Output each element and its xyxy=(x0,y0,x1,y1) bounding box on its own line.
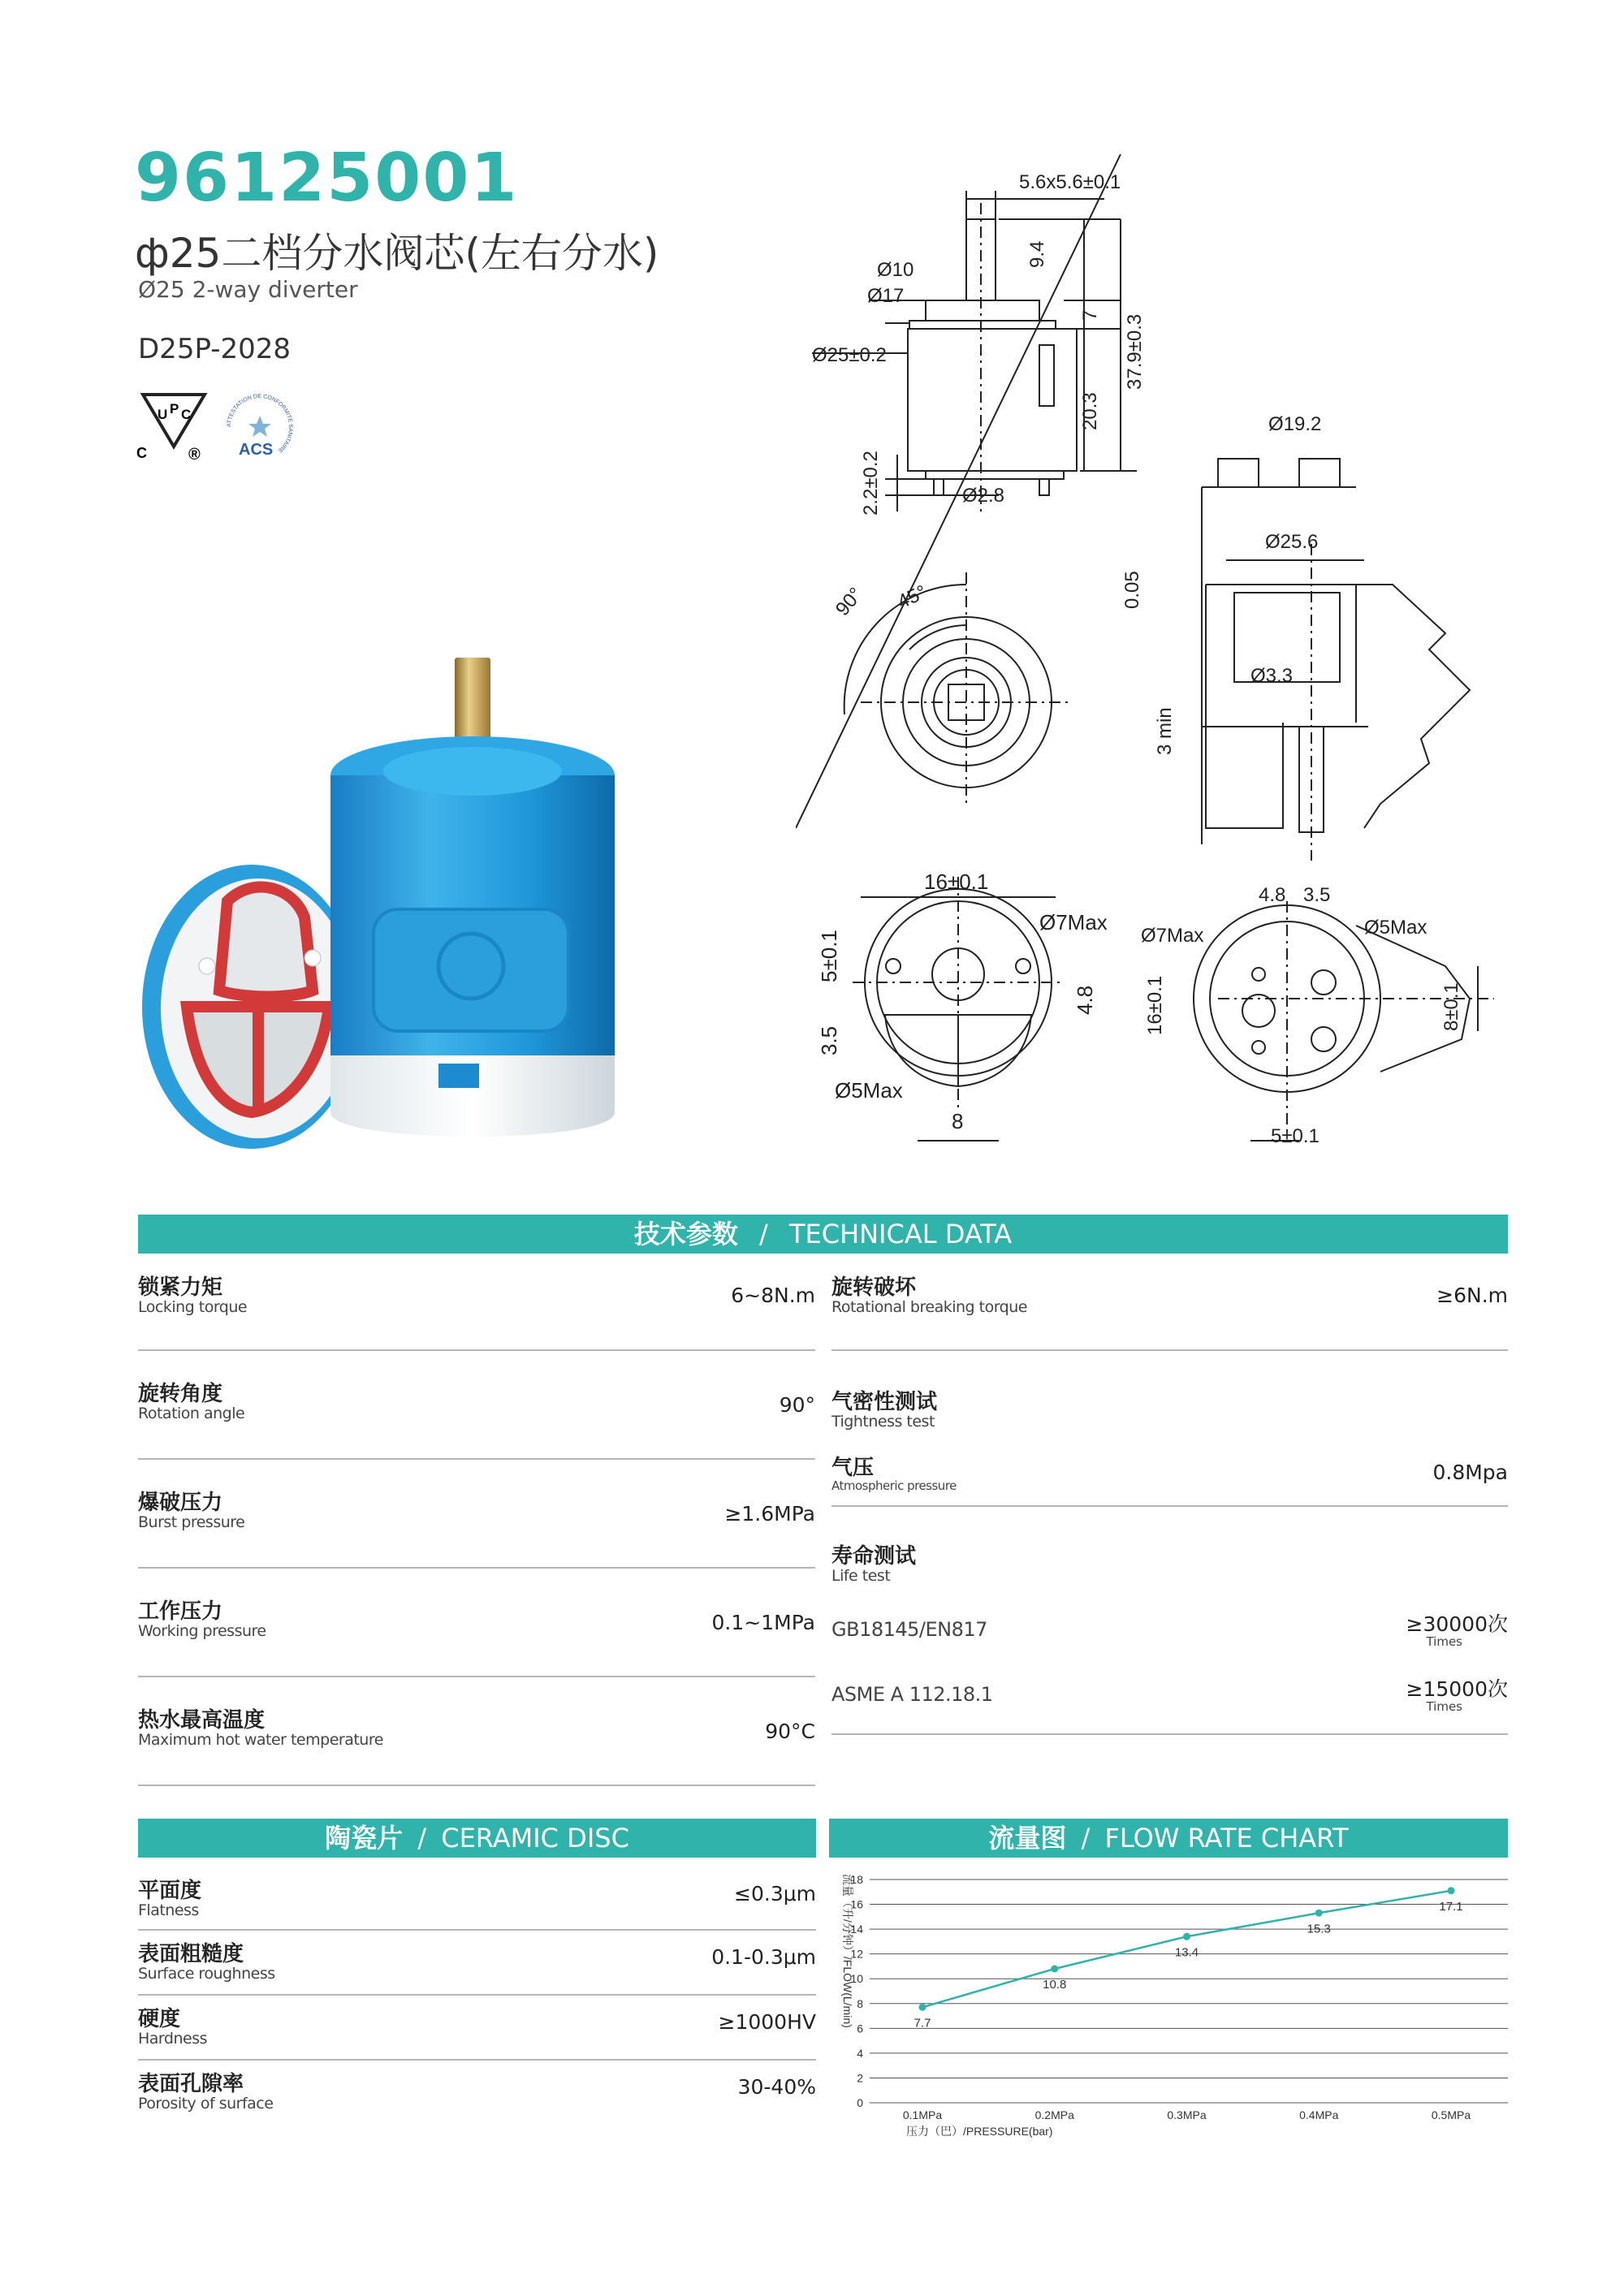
chart-y-tick: 0 xyxy=(857,2096,863,2109)
chart-data-point xyxy=(1448,1887,1455,1894)
top-view xyxy=(844,572,1072,804)
param-row xyxy=(831,1642,1508,1735)
chart-data-label: 17.1 xyxy=(1439,1899,1463,1914)
param-label-en: Flatness xyxy=(138,1901,199,1919)
chart-x-tick: 0.3MPa xyxy=(1167,2108,1207,2121)
technical-heading-en: TECHNICAL DATA xyxy=(788,1219,1013,1249)
technical-data-header xyxy=(138,1215,1508,1254)
chart-data-label: 15.3 xyxy=(1307,1922,1331,1936)
upc-c-mark: C xyxy=(136,445,147,461)
param-row xyxy=(831,1271,1508,1351)
param-value: 0.1~1MPa xyxy=(711,1611,815,1634)
chart-y-tick: 6 xyxy=(857,2022,863,2035)
product-title-cn: ф25二档分水阀芯(左右分水) xyxy=(135,230,659,277)
param-row xyxy=(138,1867,816,1931)
param-value: ≤0.3μm xyxy=(734,1882,816,1905)
dim-9-4: 9.4 xyxy=(1026,240,1048,268)
dim-d5max-left: Ø5Max xyxy=(835,1078,903,1103)
dim-4-8-right: 4.8 xyxy=(1259,884,1286,906)
param-value: 30-40% xyxy=(737,2075,816,2099)
dim-3-5-left: 3.5 xyxy=(817,1025,841,1055)
product-code: D25P-2028 xyxy=(138,333,291,365)
dim-d3-3: Ø3.3 xyxy=(1250,665,1294,687)
param-row xyxy=(138,1271,815,1351)
param-value: ≥1000HV xyxy=(718,2010,816,2034)
param-row xyxy=(831,1351,1508,1431)
ceramic-heading-cn: 陶瓷片 xyxy=(325,1823,404,1854)
param-label-en: Burst pressure xyxy=(138,1513,245,1531)
dim-stem: 5.6x5.6±0.1 xyxy=(1019,171,1121,193)
param-label-cn: 表面粗糙度 xyxy=(138,1942,244,1966)
dim-5-right: 5±0.1 xyxy=(1271,1125,1320,1147)
upc-logo xyxy=(136,388,211,463)
chart-y-tick: 16 xyxy=(850,1897,863,1911)
acs-label: ACS xyxy=(239,441,274,459)
test-standard-value: ≥15000次 xyxy=(1406,1677,1508,1701)
flow-rate-chart xyxy=(829,1867,1508,2143)
param-row xyxy=(138,1569,815,1677)
test-standard-unit: Times xyxy=(1426,1699,1462,1714)
technical-drawing xyxy=(796,154,1608,1169)
test-standard-label: GB18145/EN817 xyxy=(831,1618,987,1641)
chart-y-axis-label: 流量（升/分钟）/FLOW(L/min) xyxy=(841,1874,854,2028)
param-label-cn: 工作压力 xyxy=(138,1599,223,1624)
chart-y-tick: 12 xyxy=(850,1947,863,1961)
param-label-cn: 气密性测试 xyxy=(831,1390,938,1414)
chart-x-tick: 0.5MPa xyxy=(1431,2108,1471,2121)
test-standard-label: ASME A 112.18.1 xyxy=(831,1683,993,1706)
model-number: 96125001 xyxy=(135,140,519,217)
param-label-cn: 热水最高温度 xyxy=(138,1708,266,1733)
dim-5-left: 5±0.1 xyxy=(817,930,841,982)
param-label-en: Locking torque xyxy=(138,1298,248,1316)
technical-heading-sep: / xyxy=(759,1219,768,1249)
ceramic-disc-header xyxy=(138,1819,816,1858)
chart-x-tick: 0.4MPa xyxy=(1299,2108,1339,2121)
chart-data-point xyxy=(1183,1933,1190,1940)
param-label-en: Surface roughness xyxy=(138,1965,275,1983)
param-label-en: Life test xyxy=(831,1567,891,1585)
product-photo xyxy=(130,633,780,1153)
param-label-cn: 气压 xyxy=(831,1456,875,1480)
param-label-en: Tightness test xyxy=(831,1413,935,1431)
param-row xyxy=(831,1507,1508,1585)
dim-16-left: 16±0.1 xyxy=(924,870,989,894)
param-label-en: Maximum hot water temperature xyxy=(138,1731,383,1749)
param-label-en: Porosity of surface xyxy=(138,2095,274,2113)
dim-3min: 3 min xyxy=(1154,707,1176,755)
param-row xyxy=(138,1677,815,1786)
chart-y-tick: 4 xyxy=(857,2046,863,2060)
param-value: 6~8N.m xyxy=(731,1284,815,1307)
chart-y-tick: 18 xyxy=(850,1873,863,1886)
upc-letter-u: U xyxy=(158,407,168,422)
technical-heading-cn: 技术参数 xyxy=(633,1219,738,1249)
param-row xyxy=(138,1931,816,1996)
param-label-en: Hardness xyxy=(138,2030,207,2048)
param-row xyxy=(138,1996,816,2061)
dim-3-5-right: 3.5 xyxy=(1303,884,1331,906)
chart-x-tick: 0.2MPa xyxy=(1034,2108,1074,2121)
param-row xyxy=(138,1460,815,1569)
param-value: 0.8Mpa xyxy=(1432,1461,1508,1484)
param-value: 0.1-0.3μm xyxy=(711,1945,816,1969)
chart-x-axis-label: 压力（巴）/PRESSURE(bar) xyxy=(906,2125,1053,2138)
dim-d19-2: Ø19.2 xyxy=(1268,413,1322,435)
dim-2-2: 2.2±0.2 xyxy=(860,451,882,516)
chart-data-point xyxy=(1051,1966,1058,1973)
param-label-cn: 硬度 xyxy=(138,2007,181,2031)
flow-chart-header xyxy=(829,1819,1508,1858)
upc-registered-mark: ® xyxy=(188,446,201,463)
param-value: ≥6N.m xyxy=(1436,1284,1508,1307)
chart-data-point xyxy=(1315,1910,1323,1917)
chart-data-point xyxy=(919,2004,926,2011)
dim-d7max-right: Ø7Max xyxy=(1141,925,1204,947)
chart-y-tick: 14 xyxy=(850,1923,863,1936)
param-label-cn: 寿命测试 xyxy=(831,1544,917,1569)
param-label-cn: 锁紧力矩 xyxy=(138,1275,223,1300)
chart-data-label: 10.8 xyxy=(1043,1978,1067,1992)
chart-y-tick: 2 xyxy=(857,2071,863,2085)
dim-7: 7 xyxy=(1079,309,1101,321)
upc-letter-p: P xyxy=(170,401,179,416)
dim-d25: Ø25±0.2 xyxy=(812,344,887,366)
dim-8-left: 8 xyxy=(952,1109,964,1133)
param-label-cn: 表面孔隙率 xyxy=(138,2072,244,2096)
dim-d25-6: Ø25.6 xyxy=(1265,531,1319,553)
param-value: ≥1.6MPa xyxy=(724,1502,815,1526)
param-label-en: Atmospheric pressure xyxy=(831,1478,957,1493)
ceramic-list xyxy=(138,1867,816,2124)
param-label-en: Rotational breaking torque xyxy=(831,1298,1027,1316)
dim-4-8-left: 4.8 xyxy=(1073,985,1097,1015)
param-row xyxy=(138,1351,815,1460)
dim-d7max-left: Ø7Max xyxy=(1039,910,1108,934)
flow-heading-en: FLOW RATE CHART xyxy=(1104,1823,1349,1854)
dim-flatness-0-05: 0.05 xyxy=(1121,571,1143,609)
chart-y-tick: 10 xyxy=(850,1972,863,1986)
dim-90-deg: 90° xyxy=(831,583,867,620)
product-title-en: Ø25 2-way diverter xyxy=(138,276,358,303)
dim-20-3: 20.3 xyxy=(1079,392,1101,430)
param-row xyxy=(831,1576,1508,1649)
param-row xyxy=(831,1420,1508,1507)
ceramic-heading-en: CERAMIC DISC xyxy=(441,1823,629,1854)
dim-45-deg: 45° xyxy=(894,580,931,614)
param-label-en: Rotation angle xyxy=(138,1405,245,1422)
dim-d10: Ø10 xyxy=(877,259,914,281)
dim-d5max-right: Ø5Max xyxy=(1364,917,1427,939)
acs-logo xyxy=(221,388,299,466)
chart-data-label: 13.4 xyxy=(1174,1945,1199,1960)
dim-8-right: 8±0.1 xyxy=(1440,982,1462,1031)
chart-x-tick: 0.1MPa xyxy=(902,2108,943,2121)
param-value: 90° xyxy=(779,1393,815,1417)
chart-data-label: 7.7 xyxy=(914,2016,931,2031)
param-value: 90°C xyxy=(765,1720,815,1743)
upc-letter-c: C xyxy=(181,407,192,422)
param-label-cn: 爆破压力 xyxy=(138,1491,223,1515)
technical-right-column xyxy=(831,1271,1508,1735)
dim-16-right: 16±0.1 xyxy=(1144,975,1166,1035)
dim-37-9: 37.9±0.3 xyxy=(1124,313,1146,390)
dim-d2-8: Ø2.8 xyxy=(962,485,1005,507)
technical-left-column xyxy=(138,1271,815,1786)
dim-d17: Ø17 xyxy=(867,285,905,307)
chart-y-tick: 8 xyxy=(857,1996,863,2010)
test-standard-value: ≥30000次 xyxy=(1406,1612,1508,1636)
flow-heading-cn: 流量图 xyxy=(988,1823,1067,1854)
param-row xyxy=(138,2061,816,2124)
param-label-cn: 旋转角度 xyxy=(138,1382,223,1406)
param-label-cn: 平面度 xyxy=(138,1879,202,1903)
test-standard-unit: Times xyxy=(1426,1634,1462,1649)
acs-ring-text: ATTESTATION DE CONFORMITÉ SANITAIRE xyxy=(226,393,294,454)
param-label-en: Working pressure xyxy=(138,1622,266,1640)
flow-heading-sep: / xyxy=(1081,1823,1091,1854)
ceramic-heading-sep: / xyxy=(417,1823,427,1854)
param-label-cn: 旋转破坏 xyxy=(831,1275,917,1300)
